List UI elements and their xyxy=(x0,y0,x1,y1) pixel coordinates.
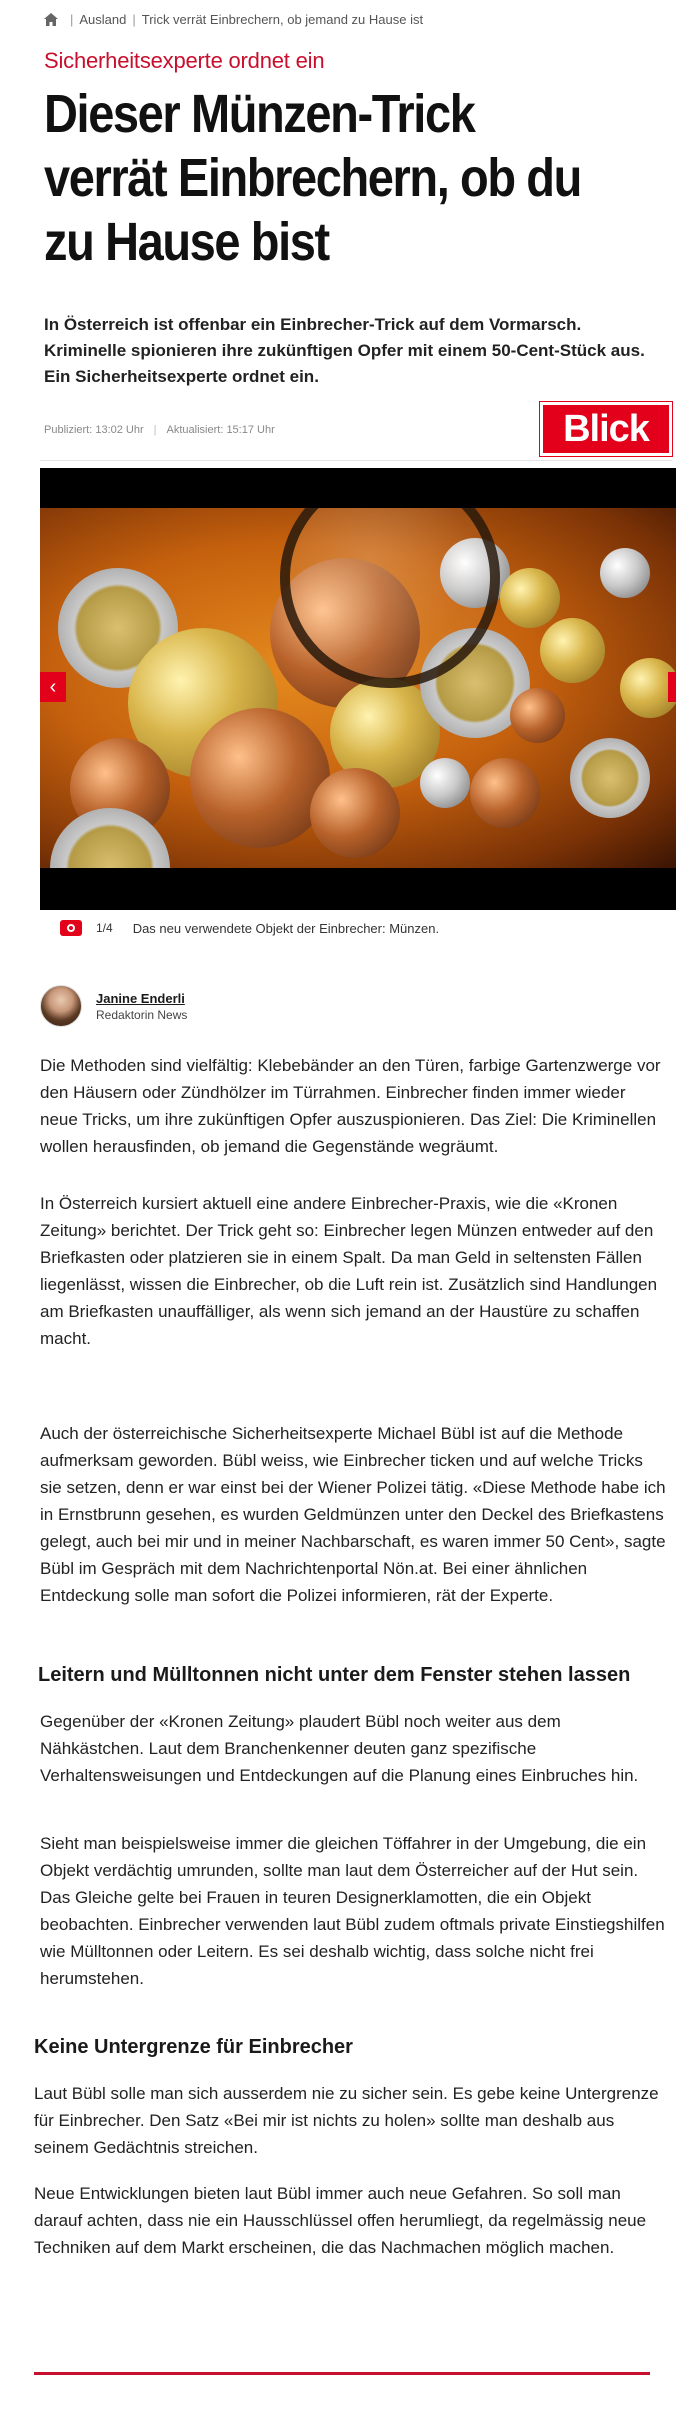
gallery-next-button[interactable] xyxy=(668,672,676,702)
body-paragraph-6: Laut Bübl solle man sich ausserdem nie zu sicher sein. Es gebe keine Untergrenze für Einbrecher. Den Satz «Bei mir ist nichts zu holen» sollte man deshalb aus seinem Gedächtnis streichen. xyxy=(34,2084,659,2157)
coin xyxy=(420,758,470,808)
coin xyxy=(600,548,650,598)
gallery-caption xyxy=(60,920,439,936)
avatar[interactable] xyxy=(40,985,82,1027)
body-paragraph-3: Auch der österreichische Sicherheitsexperte Michael Bübl ist auf die Methode aufmerksam geworden. Bübl weiss, wie Einbrecher ticken und auf welche Tricks sie setzen, denn er war einst bei der Wiener Polizei tätig. «Diese Methode habe ich in Ernstbrunn gesehen, es wurden Geldmünzen unter den Deckel des Briefkastens gelegt, auch bei mir und in meiner Nachbarschaft, es waren immer 50 Cent», sagte Bübl im Gespräch mit dem Nachrichtenportal Nön.at. Bei einer ähnlichen Entdeckung solle man sofort die Polizei informieren, rät der Experte. xyxy=(40,1424,666,1605)
article-headline xyxy=(44,82,663,274)
caption-text: Das neu verwendete Objekt der Einbrecher: Münzen. xyxy=(132,920,440,936)
body-paragraph-2: In Österreich kursiert aktuell eine andere Einbrecher-Praxis, wie die «Kronen Zeitung» berichtet. Der Trick geht so: Einbrecher legen Münzen entweder auf den Briefkasten oder platzieren sie in einem Spalt. Da man Geld in seltensten Fällen liegenlässt, wissen die Einbrecher, ob die Luft rein ist. Zusätzlich sind Handlungen am Briefkasten unauffälliger, als wenn sich jemand an der Haustüre zu schaffen macht. xyxy=(40,1194,658,1348)
coin xyxy=(510,688,565,743)
article-lead: In Österreich ist offenbar ein Einbrecher-Trick auf dem Vormarsch. Kriminelle spionieren ihre zukünftigen Opfer mit einem 50-Cent-Stück aus. Ein Sicherheitsexperte ordnet ein. xyxy=(44,315,645,386)
blick-logo[interactable]: Blick xyxy=(540,402,672,456)
published-time: Publiziert: 13:02 Uhr xyxy=(44,424,144,436)
gallery-counter: 1/4 xyxy=(96,921,113,935)
headline-line-2: verrät Einbrechern, ob du xyxy=(44,148,581,208)
image-gallery[interactable] xyxy=(40,468,676,910)
gallery-image-coins xyxy=(40,508,676,868)
headline-line-3: zu Hause bist xyxy=(44,212,329,272)
meta-divider: | xyxy=(153,424,157,436)
chevron-left-icon: ‹ xyxy=(49,675,57,698)
camera-icon xyxy=(60,920,82,936)
article-meta xyxy=(44,424,275,436)
breadcrumb-current: Trick verrät Einbrechern, ob jemand zu Hause ist xyxy=(141,11,424,27)
coin xyxy=(570,738,650,818)
headline-line-1: Dieser Münzen-Trick xyxy=(44,84,475,144)
author-box xyxy=(40,985,187,1027)
breadcrumb xyxy=(44,10,423,28)
updated-time: Aktualisiert: 15:17 Uhr xyxy=(166,424,275,436)
gallery-prev-button[interactable] xyxy=(40,672,66,702)
body-paragraph-7: Neue Entwicklungen bieten laut Bübl immer auch neue Gefahren. So soll man darauf achten, dass nie ein Hausschlüssel offen herumliegt, da regelmässig neue Techniken auf dem Markt erscheinen, die das Nachmachen möglich machen. xyxy=(34,2184,647,2257)
breadcrumb-separator: | xyxy=(70,11,74,27)
body-paragraph-1: Die Methoden sind vielfältig: Klebebänder an den Türen, farbige Gartenzwerge vor den Häusern oder Zündhölzer im Türrahmen. Einbrecher finden immer wieder neue Tricks, um ihre zukünftigen Opfer auszuspionieren. Das Ziel: Die Kriminellen wollen herausfinden, ob jemand die Gegenstände wegräumt. xyxy=(40,1056,661,1156)
article-end-rule xyxy=(34,2372,650,2375)
author-name-link[interactable]: Janine Enderli xyxy=(96,990,185,1006)
coin xyxy=(190,708,330,848)
body-paragraph-4: Gegenüber der «Kronen Zeitung» plaudert Bübl noch weiter aus dem Nähkästchen. Laut dem Branchenkenner deuten ganz spezifische Verhaltensweisungen und Entdeckungen auf die Planung eines Einbruches hin. xyxy=(40,1712,639,1785)
subheading-ladders: Leitern und Mülltonnen nicht unter dem Fenster stehen lassen xyxy=(38,1664,631,1686)
coin xyxy=(470,758,540,828)
breadcrumb-separator: | xyxy=(132,11,136,27)
author-role: Redaktorin News xyxy=(96,1007,188,1022)
body-paragraph-5: Sieht man beispielsweise immer die gleichen Töffahrer in der Umgebung, die ein Objekt verdächtig umrunden, sollte man laut dem Österreicher auf der Hut sein. Das Gleiche gelte bei Frauen in teuren Designerklamotten, die ein Objekt beobachten. Einbrecher verwenden laut Bübl zudem oftmals private Einstiegshilfen wie Mülltonnen oder Leitern. Es sei deshalb wichtig, dass solche nicht frei herumstehen. xyxy=(40,1834,665,1988)
coin xyxy=(310,768,400,858)
coin xyxy=(540,618,605,683)
home-icon[interactable] xyxy=(44,13,58,26)
breadcrumb-section-link[interactable]: Ausland xyxy=(79,11,127,27)
divider xyxy=(40,460,672,461)
article-kicker: Sicherheitsexperte ordnet ein xyxy=(44,48,325,73)
subheading-no-limit: Keine Untergrenze für Einbrecher xyxy=(34,2036,353,2058)
coin xyxy=(500,568,560,628)
